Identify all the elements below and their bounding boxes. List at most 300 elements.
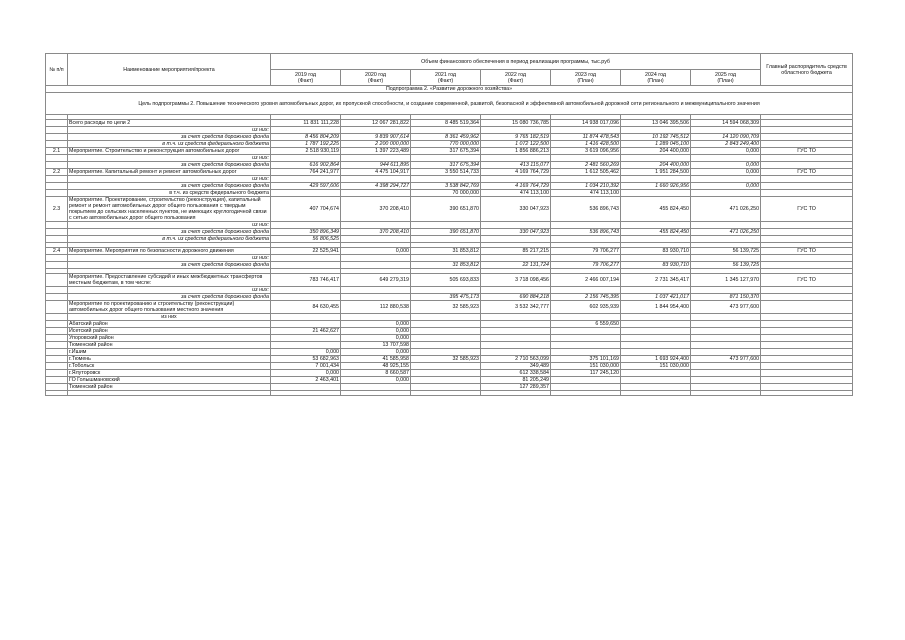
value-cell: 79 706,277 [551, 262, 621, 269]
row-name: г.Ишим [68, 349, 271, 356]
value-cell: 1 660 926,956 [621, 183, 691, 190]
value-cell: 83 930,710 [621, 248, 691, 255]
header-funding: Объем финансового обеспечения в период реализации программы, тыс.руб [271, 54, 761, 70]
distributor-cell [761, 321, 853, 328]
value-cell [411, 377, 481, 384]
value-cell [691, 363, 761, 370]
value-cell: 56 139,725 [691, 262, 761, 269]
sublabel-cell: из них: [68, 127, 271, 134]
empty-cell [341, 255, 411, 262]
distributor-cell [761, 370, 853, 377]
value-cell: 471 026,250 [691, 197, 761, 222]
value-cell [481, 342, 551, 349]
row-name: Мероприятие. Мероприятия по безопасности дорожного движения [68, 248, 271, 255]
empty-cell [691, 255, 761, 262]
value-cell: 8 660,587 [341, 370, 411, 377]
row-number [46, 190, 68, 197]
empty-cell [271, 314, 341, 321]
row-number [46, 262, 68, 269]
value-cell: 84 630,455 [271, 301, 341, 314]
value-cell: 0,000 [691, 148, 761, 155]
row-number [46, 287, 68, 294]
value-cell: 1 416 428,500 [551, 141, 621, 148]
row-number [46, 384, 68, 391]
row-number [46, 274, 68, 287]
row-number [46, 236, 68, 243]
empty-cell [271, 155, 341, 162]
value-cell: 11 874 478,543 [551, 134, 621, 141]
value-cell [551, 377, 621, 384]
value-cell: 9 839 907,614 [341, 134, 411, 141]
value-cell: 4 475 104,917 [341, 169, 411, 176]
value-cell [411, 349, 481, 356]
empty-cell [481, 391, 551, 396]
table-row [46, 356, 853, 363]
value-cell: 32 585,923 [411, 356, 481, 363]
value-cell: 395 475,173 [411, 294, 481, 301]
distributor-cell: ГУС ТО [761, 148, 853, 155]
empty-cell [411, 255, 481, 262]
value-cell: 11 831 111,228 [271, 120, 341, 127]
table-row [46, 328, 853, 335]
row-number [46, 321, 68, 328]
value-cell: 204 400,000 [621, 148, 691, 155]
value-cell: 9 765 182,519 [481, 134, 551, 141]
empty-cell [411, 155, 481, 162]
value-cell: 21 462,627 [271, 328, 341, 335]
empty-cell [411, 314, 481, 321]
value-cell: 370 208,410 [341, 197, 411, 222]
table-row [46, 162, 853, 169]
distributor-cell [761, 183, 853, 190]
empty-cell [46, 391, 68, 396]
empty-cell [621, 391, 691, 396]
distributor-cell [761, 134, 853, 141]
row-name: Тюменский район [68, 384, 271, 391]
distributor-cell [761, 356, 853, 363]
value-cell: 2 731 345,417 [621, 274, 691, 287]
value-cell: 474 113,100 [481, 190, 551, 197]
value-cell [691, 321, 761, 328]
table-row [46, 229, 853, 236]
empty-cell [481, 155, 551, 162]
row-name: за счет средств дорожного фонда [68, 162, 271, 169]
value-cell: 0,000 [691, 169, 761, 176]
distributor-cell [761, 363, 853, 370]
value-cell: 8 361 459,962 [411, 134, 481, 141]
header-name: Наименование мероприятия/проекта [68, 54, 271, 86]
value-cell: 3 718 098,456 [481, 274, 551, 287]
value-cell [411, 370, 481, 377]
distributor-cell [761, 229, 853, 236]
empty-cell [621, 314, 691, 321]
table-row [46, 363, 853, 370]
value-cell [691, 190, 761, 197]
value-cell: 2 518 930,119 [271, 148, 341, 155]
value-cell [621, 328, 691, 335]
table-row [46, 342, 853, 349]
row-number [46, 162, 68, 169]
row-number: 2.2 [46, 169, 68, 176]
value-cell: 15 080 736,785 [481, 120, 551, 127]
value-cell [341, 190, 411, 197]
value-cell: 2 843 249,400 [691, 141, 761, 148]
row-number [46, 255, 68, 262]
distributor-cell [761, 335, 853, 342]
value-cell: 2 481 560,269 [551, 162, 621, 169]
row-number [46, 314, 68, 321]
value-cell: 536 896,743 [551, 229, 621, 236]
value-cell: 85 217,215 [481, 248, 551, 255]
row-number [46, 349, 68, 356]
value-cell: 770 000,000 [411, 141, 481, 148]
value-cell: 317 675,394 [411, 148, 481, 155]
value-cell: 56 806,525 [271, 236, 341, 243]
table-row [46, 370, 853, 377]
value-cell: 0,000 [341, 335, 411, 342]
row-name: за счет средств дорожного фонда [68, 183, 271, 190]
table-row [46, 176, 853, 183]
empty-cell [621, 155, 691, 162]
value-cell [551, 342, 621, 349]
row-name: Мероприятие. Проектирование, строительство (реконструкция), капитальный ремонт и ремонт автомобильных дорог общего пользования с твердым покрытием до сельских населенных пунктов, не имеющих круглогодичной связи с сетью автомобильных дорог общего пользования [68, 197, 271, 222]
value-cell: 2 200 000,000 [341, 141, 411, 148]
value-cell: 1 844 954,400 [621, 301, 691, 314]
value-cell: 3 619 096,956 [551, 148, 621, 155]
value-cell [481, 328, 551, 335]
value-cell [621, 190, 691, 197]
distributor-cell [761, 141, 853, 148]
sublabel-cell: из них: [68, 176, 271, 183]
header-num: № п/п [46, 54, 68, 86]
table-row [46, 262, 853, 269]
empty-cell [341, 222, 411, 229]
empty-cell [621, 287, 691, 294]
header-year-2021: 2021 год (Факт) [411, 70, 481, 86]
value-cell: 14 938 017,096 [551, 120, 621, 127]
value-cell: 41 585,958 [341, 356, 411, 363]
distributor-cell: ГУС ТО [761, 169, 853, 176]
value-cell: 127 289,357 [481, 384, 551, 391]
value-cell: 3 538 842,769 [411, 183, 481, 190]
value-cell: 12 067 281,822 [341, 120, 411, 127]
value-cell [341, 294, 411, 301]
empty-cell [551, 127, 621, 134]
value-cell: 612 338,584 [481, 370, 551, 377]
empty-cell [341, 287, 411, 294]
header-year-2020: 2020 год (Факт) [341, 70, 411, 86]
distributor-cell [761, 262, 853, 269]
empty-cell [761, 287, 853, 294]
value-cell [621, 384, 691, 391]
value-cell: 0,000 [691, 162, 761, 169]
value-cell [691, 384, 761, 391]
value-cell: 0,000 [341, 328, 411, 335]
row-number [46, 141, 68, 148]
value-cell: 53 682,963 [271, 356, 341, 363]
value-cell: 7 001,434 [271, 363, 341, 370]
value-cell: 56 139,725 [691, 248, 761, 255]
value-cell: 79 706,277 [551, 248, 621, 255]
value-cell: 1 612 505,462 [551, 169, 621, 176]
value-cell [551, 349, 621, 356]
row-name: г.Тюмень [68, 356, 271, 363]
distributor-cell [761, 377, 853, 384]
table-row [46, 127, 853, 134]
row-number [46, 120, 68, 127]
row-name: за счет средств дорожного фонда [68, 134, 271, 141]
value-cell [551, 384, 621, 391]
row-number: 2.4 [46, 248, 68, 255]
empty-cell [481, 314, 551, 321]
distributor-cell [761, 384, 853, 391]
value-cell: 602 935,939 [551, 301, 621, 314]
value-cell: 1 856 886,213 [481, 148, 551, 155]
value-cell [481, 349, 551, 356]
value-cell [691, 377, 761, 384]
value-cell: 4 169 764,729 [481, 183, 551, 190]
spacer-row [46, 391, 853, 396]
value-cell: 1 345 127,970 [691, 274, 761, 287]
distributor-cell [761, 236, 853, 243]
value-cell [271, 335, 341, 342]
empty-cell [551, 255, 621, 262]
row-number [46, 356, 68, 363]
table-row [46, 248, 853, 255]
row-name: Мероприятие по проектированию и строительству (реконструкции) автомобильных дорог общего пользования местного значения [68, 301, 271, 314]
value-cell: 375 101,169 [551, 356, 621, 363]
distributor-cell [761, 294, 853, 301]
value-cell: 32 585,923 [411, 301, 481, 314]
value-cell [271, 342, 341, 349]
value-cell: 471 026,250 [691, 229, 761, 236]
value-cell: 81 205,249 [481, 377, 551, 384]
sublabel-cell: из них: [68, 255, 271, 262]
value-cell: 48 925,155 [341, 363, 411, 370]
value-cell [691, 335, 761, 342]
value-cell: 2 466 007,194 [551, 274, 621, 287]
distributor-cell: ГУС ТО [761, 274, 853, 287]
value-cell: 1 693 924,400 [621, 356, 691, 363]
header-year-2022: 2022 год (Факт) [481, 70, 551, 86]
value-cell [341, 262, 411, 269]
distributor-cell: ГУС ТО [761, 248, 853, 255]
value-cell: 3 550 514,733 [411, 169, 481, 176]
value-cell: 370 208,410 [341, 229, 411, 236]
value-cell [411, 384, 481, 391]
header-year-2024: 2024 год (План) [621, 70, 691, 86]
empty-cell [341, 127, 411, 134]
row-number [46, 377, 68, 384]
empty-cell [621, 255, 691, 262]
value-cell: 0,000 [341, 321, 411, 328]
value-cell [411, 321, 481, 328]
table-row [46, 377, 853, 384]
empty-cell [271, 222, 341, 229]
value-cell [691, 328, 761, 335]
subprogram-title: Подпрограмма 2. «Развитие дорожного хозяйства» [46, 86, 853, 93]
value-cell: 616 902,864 [271, 162, 341, 169]
value-cell [271, 262, 341, 269]
value-cell: 0,000 [271, 349, 341, 356]
value-cell: 2 710 563,099 [481, 356, 551, 363]
value-cell: 0,000 [691, 183, 761, 190]
empty-cell [271, 391, 341, 396]
value-cell: 1 787 192,225 [271, 141, 341, 148]
value-cell: 1 072 122,500 [481, 141, 551, 148]
value-cell: 4 169 764,729 [481, 169, 551, 176]
value-cell: 390 651,870 [411, 197, 481, 222]
table-row [46, 274, 853, 287]
row-name: г.Тобольск [68, 363, 271, 370]
table-row [46, 141, 853, 148]
value-cell: 1 037 421,017 [621, 294, 691, 301]
value-cell [621, 377, 691, 384]
row-name: Исетский район [68, 328, 271, 335]
value-cell: 349,489 [481, 363, 551, 370]
value-cell [271, 321, 341, 328]
table-row [46, 321, 853, 328]
value-cell: 151 030,000 [621, 363, 691, 370]
row-name: Мероприятие. Строительство и реконструкция автомобильных дорог [68, 148, 271, 155]
empty-cell [691, 314, 761, 321]
empty-cell [271, 127, 341, 134]
table-row [46, 120, 853, 127]
empty-cell [621, 222, 691, 229]
row-name: в т.ч. из средств федерального бюджета [68, 236, 271, 243]
value-cell: 429 597,606 [271, 183, 341, 190]
value-cell [691, 370, 761, 377]
value-cell: 13 046 395,506 [621, 120, 691, 127]
empty-cell [411, 176, 481, 183]
empty-cell [481, 287, 551, 294]
empty-cell [761, 222, 853, 229]
table-row [46, 384, 853, 391]
value-cell: 70 000,000 [411, 190, 481, 197]
value-cell [411, 236, 481, 243]
value-cell: 473 977,600 [691, 301, 761, 314]
sublabel-cell: из них: [68, 155, 271, 162]
value-cell: 0,000 [341, 349, 411, 356]
row-number [46, 229, 68, 236]
value-cell [341, 384, 411, 391]
row-number [46, 370, 68, 377]
sublabel-cell: из них [68, 314, 271, 321]
row-name: за счет средств дорожного фонда [68, 262, 271, 269]
row-number [46, 328, 68, 335]
row-name: Мероприятие. Предоставление субсидий и иных межбюджетных трансфертов местным бюджетам, в том числе: [68, 274, 271, 287]
empty-cell [761, 155, 853, 162]
value-cell [621, 321, 691, 328]
value-cell: 2 156 745,395 [551, 294, 621, 301]
row-name: г.Ялуторовск [68, 370, 271, 377]
value-cell: 783 746,417 [271, 274, 341, 287]
row-name: ГО Голышмановский [68, 377, 271, 384]
row-number: 2.3 [46, 197, 68, 222]
row-number [46, 363, 68, 370]
value-cell: 13 707,598 [341, 342, 411, 349]
row-number [46, 222, 68, 229]
value-cell: 474 113,100 [551, 190, 621, 197]
value-cell [551, 335, 621, 342]
distributor-cell [761, 301, 853, 314]
budget-table [45, 53, 853, 396]
row-number: 2.1 [46, 148, 68, 155]
value-cell: 871 150,370 [691, 294, 761, 301]
row-name: Упоровский район [68, 335, 271, 342]
value-cell: 8 456 804,209 [271, 134, 341, 141]
empty-cell [551, 155, 621, 162]
value-cell [271, 384, 341, 391]
row-name: в т.ч. из средств федерального бюджета [68, 141, 271, 148]
value-cell: 944 611,895 [341, 162, 411, 169]
value-cell: 764 241,977 [271, 169, 341, 176]
distributor-cell [761, 328, 853, 335]
value-cell [481, 321, 551, 328]
header-year-2023: 2023 год (План) [551, 70, 621, 86]
value-cell [551, 328, 621, 335]
empty-cell [411, 127, 481, 134]
row-name: Всего расходы по цели 2 [68, 120, 271, 127]
empty-cell [621, 127, 691, 134]
value-cell: 14 120 090,709 [691, 134, 761, 141]
sublabel-cell: из них: [68, 287, 271, 294]
value-cell: 690 884,218 [481, 294, 551, 301]
table-row [46, 301, 853, 314]
value-cell [691, 349, 761, 356]
value-cell: 22 131,724 [481, 262, 551, 269]
value-cell: 6 559,650 [551, 321, 621, 328]
value-cell [481, 236, 551, 243]
empty-cell [691, 176, 761, 183]
row-name: в т.ч. из средств федерального бюджета [68, 190, 271, 197]
header-distributor: Главный распорядитель средств областного бюджета [761, 54, 853, 86]
empty-cell [551, 287, 621, 294]
empty-cell [341, 314, 411, 321]
table-row [46, 236, 853, 243]
row-number [46, 183, 68, 190]
value-cell [411, 363, 481, 370]
value-cell: 390 651,870 [411, 229, 481, 236]
empty-cell [761, 176, 853, 183]
table-row [46, 287, 853, 294]
row-number [46, 176, 68, 183]
value-cell: 31 853,812 [411, 248, 481, 255]
value-cell [341, 236, 411, 243]
empty-cell [481, 176, 551, 183]
table-row [46, 190, 853, 197]
value-cell [271, 294, 341, 301]
value-cell [691, 236, 761, 243]
distributor-cell: ГУС ТО [761, 197, 853, 222]
table-row [46, 222, 853, 229]
row-number [46, 342, 68, 349]
value-cell: 317 675,394 [411, 162, 481, 169]
value-cell: 0,000 [341, 377, 411, 384]
empty-cell [551, 176, 621, 183]
table-row [46, 335, 853, 342]
distributor-cell [761, 349, 853, 356]
value-cell: 1 397 223,489 [341, 148, 411, 155]
value-cell: 536 896,743 [551, 197, 621, 222]
value-cell: 407 704,674 [271, 197, 341, 222]
value-cell [411, 342, 481, 349]
empty-cell [761, 255, 853, 262]
empty-cell [481, 255, 551, 262]
value-cell: 473 977,600 [691, 356, 761, 363]
goal-text: Цель подпрограммы 2. Повышение технического уровня автомобильных дорог, их пропускной способности, и создание современной, развитой, безопасной и эффективной автомобильной дорожной сети регионального и межмуниципального значения [46, 93, 853, 115]
distributor-cell [761, 342, 853, 349]
